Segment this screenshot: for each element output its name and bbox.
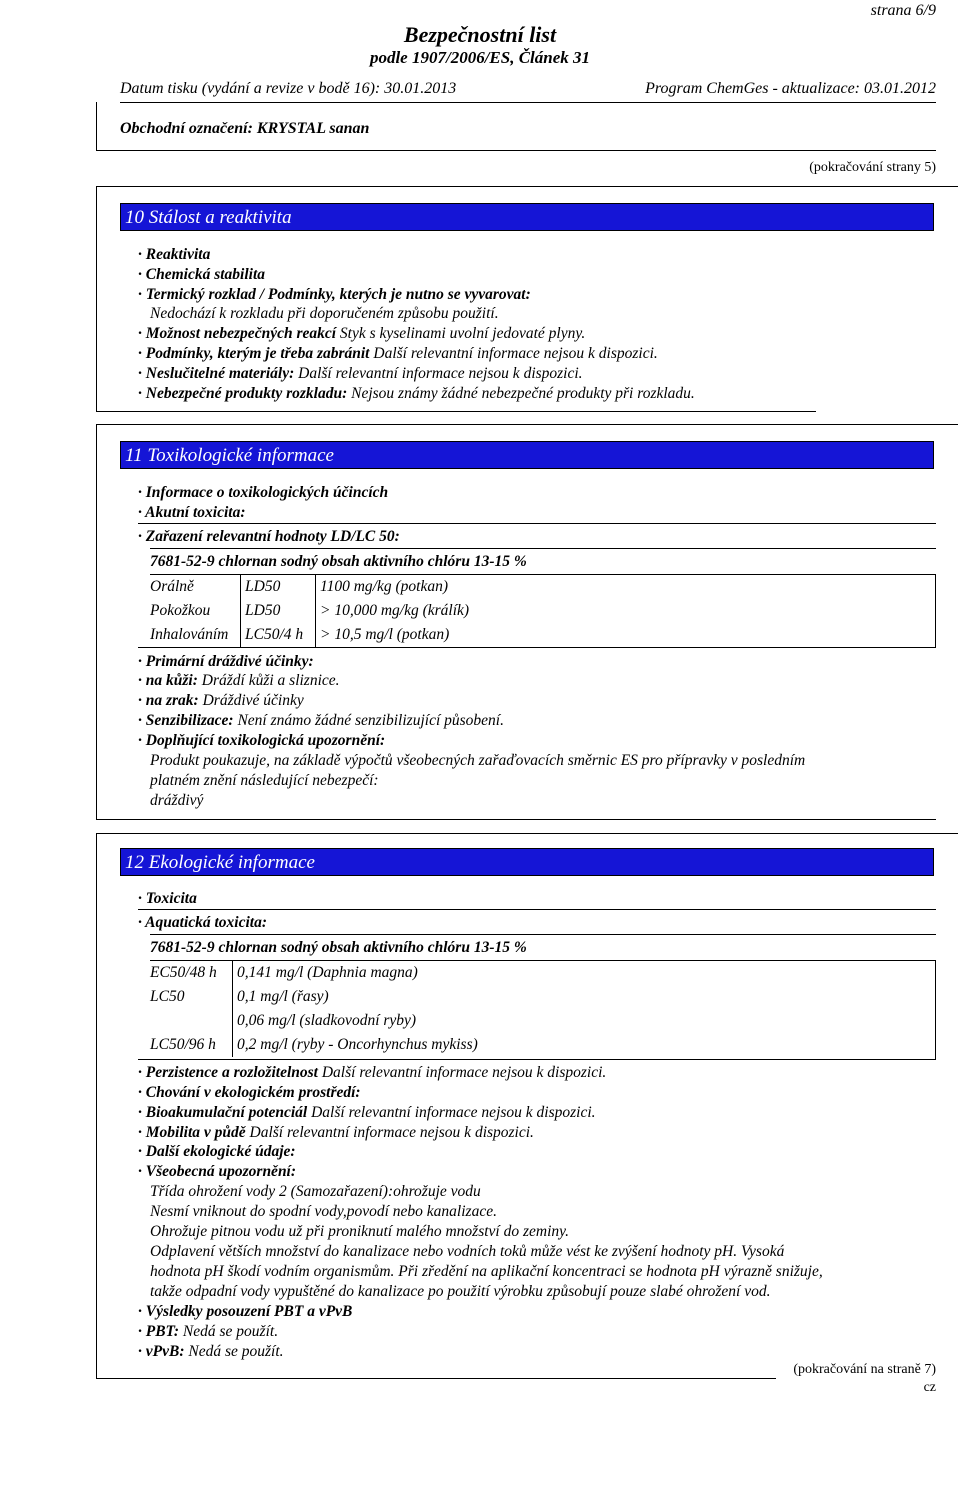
route-cell: Inhalováním	[150, 626, 229, 643]
value-cell: > 10,5 mg/l (potkan)	[316, 623, 474, 647]
route-cell: Orálně	[150, 578, 194, 595]
s12-substance: 7681-52-9 chlornan sodný obsah aktivního chlóru 13-15 %	[150, 939, 527, 956]
type-cell: LD50	[241, 575, 316, 599]
s11-table-bottom	[138, 647, 936, 648]
s12-pbt: · PBT: Nedá se použít.	[138, 1323, 279, 1340]
table-row	[146, 985, 482, 1009]
s11-ld-lc50-classification: · Zařazení relevantní hodnoty LD/LC 50:	[138, 528, 400, 545]
s10-decomposition-products: · Nebezpečné produkty rozkladu: Nejsou známy žádné nebezpečné produkty při rozkladu.	[138, 385, 695, 402]
s11-sensitization: · Senzibilizace: Není známo žádné senzibilizující působení.	[138, 712, 504, 729]
s12-table-right	[935, 961, 936, 1059]
continued-to: (pokračování na straně 7)	[793, 1362, 936, 1377]
section11-title: 11 Toxikologické informace	[120, 441, 934, 469]
document-title: Bezpečnostní list	[403, 22, 557, 47]
s10-thermal-text: Nedochází k rozkladu při doporučeném způsobu použití.	[150, 305, 499, 322]
section11-frame-left	[96, 424, 97, 820]
s12-note-2: Nesmí vniknout do spodní vody,povodí nebo kanalizace.	[150, 1203, 497, 1220]
s12-note-6: takže odpadní vody vypuštěné do kanalizace po použití výrobku způsobují pouze slabé ohrožení vod.	[150, 1283, 771, 1300]
type-cell: LC50	[150, 988, 185, 1005]
s10-conditions-avoid: · Podmínky, kterým je třeba zabránit Další relevantní informace nejsou k dispozici.	[138, 345, 658, 362]
table-row	[146, 599, 473, 623]
s12-vpvb: · vPvB: Nedá se použít.	[138, 1343, 284, 1360]
s11-additional-text-1: Produkt poukazuje, na základě výpočtů všeobecných zařaďovacích směrnic ES pro přípravky v posledním	[150, 752, 806, 769]
s12-general-notes: · Všeobecná upozornění:	[138, 1163, 297, 1180]
type-cell	[146, 1009, 233, 1033]
section10-frame-bottom	[96, 411, 816, 412]
s11-divider-2	[150, 548, 936, 549]
s12-aquatic-table	[146, 961, 482, 1057]
value-cell: 0,06 mg/l (sladkovodní ryby)	[233, 1009, 482, 1033]
section10-title: 10 Stálost a reaktivita	[120, 203, 934, 231]
s12-divider-1	[138, 909, 936, 910]
s11-acute-toxicity: · Akutní toxicita:	[138, 504, 246, 521]
section12-frame-top	[96, 833, 958, 834]
section12-frame-left	[96, 833, 97, 1379]
value-cell: 0,141 mg/l (Daphnia magna)	[233, 961, 482, 985]
table-row	[146, 961, 482, 985]
s12-note-3: Ohrožuje pitnou vodu už při proniknutí malého množství do zeminy.	[150, 1223, 570, 1240]
route-cell: Pokožkou	[150, 602, 211, 619]
type-cell: LC50/96 h	[150, 1036, 216, 1053]
s12-note-1: Třída ohrožení vody 2 (Samozařazení):ohrožuje vodu	[150, 1183, 481, 1200]
section12-title: 12 Ekologické informace	[120, 848, 934, 876]
type-cell: EC50/48 h	[150, 964, 217, 981]
s11-toxicological-effects: · Informace o toxikologických účincích	[138, 484, 389, 501]
s12-divider-2	[150, 934, 936, 935]
s12-behaviour: · Chování v ekologickém prostředí:	[138, 1084, 361, 1101]
s11-on-skin: · na kůži: Dráždí kůži a sliznice.	[138, 672, 340, 689]
value-cell: > 10,000 mg/kg (králík)	[316, 599, 474, 623]
s11-primary-irritant: · Primární dráždivé účinky:	[138, 653, 314, 670]
s12-mobility: · Mobilita v půdě Další relevantní informace nejsou k dispozici.	[138, 1124, 534, 1141]
table-row	[146, 1009, 482, 1033]
value-cell: 0,2 mg/l (ryby - Oncorhynchus mykiss)	[233, 1033, 482, 1057]
s12-table-bottom	[138, 1059, 936, 1060]
s11-additional-info: · Doplňující toxikologická upozornění:	[138, 732, 386, 749]
table-row	[146, 623, 473, 647]
continued-from: (pokračování strany 5)	[809, 160, 936, 175]
section10-frame-left	[96, 186, 97, 412]
s11-on-eyes: · na zrak: Dráždivé účinky	[138, 692, 304, 709]
s11-additional-text-3: dráždivý	[150, 792, 204, 809]
s12-bioaccumulation: · Bioakumulační potenciál Další relevantní informace nejsou k dispozici.	[138, 1104, 596, 1121]
trade-name: Obchodní označení: KRYSTAL sanan	[120, 120, 370, 137]
language-code: cz	[923, 1380, 936, 1395]
header-divider	[120, 102, 936, 103]
s11-substance: 7681-52-9 chlornan sodný obsah aktivního chlóru 13-15 %	[150, 553, 527, 570]
s10-reactivity: · Reaktivita	[138, 246, 211, 263]
table-row	[146, 575, 473, 599]
s12-persistence: · Perzistence a rozložitelnost Další relevantní informace nejsou k dispozici.	[138, 1064, 607, 1081]
section11-frame-top	[96, 424, 958, 425]
s12-toxicity: · Toxicita	[138, 890, 197, 907]
s10-hazardous-reactions: · Možnost nebezpečných reakcí Styk s kyselinami uvolní jedovaté plyny.	[138, 325, 586, 342]
document-subtitle: podle 1907/2006/ES, Článek 31	[369, 48, 591, 67]
type-cell: LD50	[241, 599, 316, 623]
s10-incompatible-materials: · Neslučitelné materiály: Další relevantní informace nejsou k dispozici.	[138, 365, 583, 382]
value-cell: 1100 mg/kg (potkan)	[316, 575, 474, 599]
value-cell: 0,1 mg/l (řasy)	[233, 985, 482, 1009]
program-version: Program ChemGes - aktualizace: 03.01.2012	[645, 80, 936, 97]
s12-other-ecological: · Další ekologické údaje:	[138, 1143, 296, 1160]
s10-chemical-stability: · Chemická stabilita	[138, 266, 266, 283]
section12-frame-bottom	[96, 1378, 776, 1379]
frame-bottom	[96, 150, 936, 151]
s11-divider-1	[138, 523, 936, 524]
s10-thermal-decomposition: · Termický rozklad / Podmínky, kterých je nutno se vyvarovat:	[138, 286, 531, 303]
section11-frame-bottom	[96, 819, 936, 820]
print-date: Datum tisku (vydání a revize v bodě 16): 30.01.2013	[120, 80, 457, 97]
section10-frame-top	[96, 186, 958, 187]
s12-pbt-vpvb-results: · Výsledky posouzení PBT a vPvB	[138, 1303, 353, 1320]
s11-additional-text-2: platném znění následující nebezpečí:	[150, 772, 379, 789]
table-row	[146, 1033, 482, 1057]
s11-ld50-table	[146, 575, 473, 647]
type-cell: LC50/4 h	[241, 623, 316, 647]
s11-table-right	[935, 575, 936, 647]
page-number: strana 6/9	[870, 2, 936, 19]
s12-note-5: hodnota pH škodí vodním organismům. Při zředění na aplikační koncentraci se hodnota pH výrazně snižuje,	[150, 1263, 823, 1280]
frame-left	[96, 102, 97, 150]
s12-aquatic-toxicity: · Aquatická toxicita:	[138, 914, 268, 931]
s12-note-4: Odplavení větších množství do kanalizace nebo vodních toků může vést ke zvýšení hodnoty pH. Vysoká	[150, 1243, 785, 1260]
